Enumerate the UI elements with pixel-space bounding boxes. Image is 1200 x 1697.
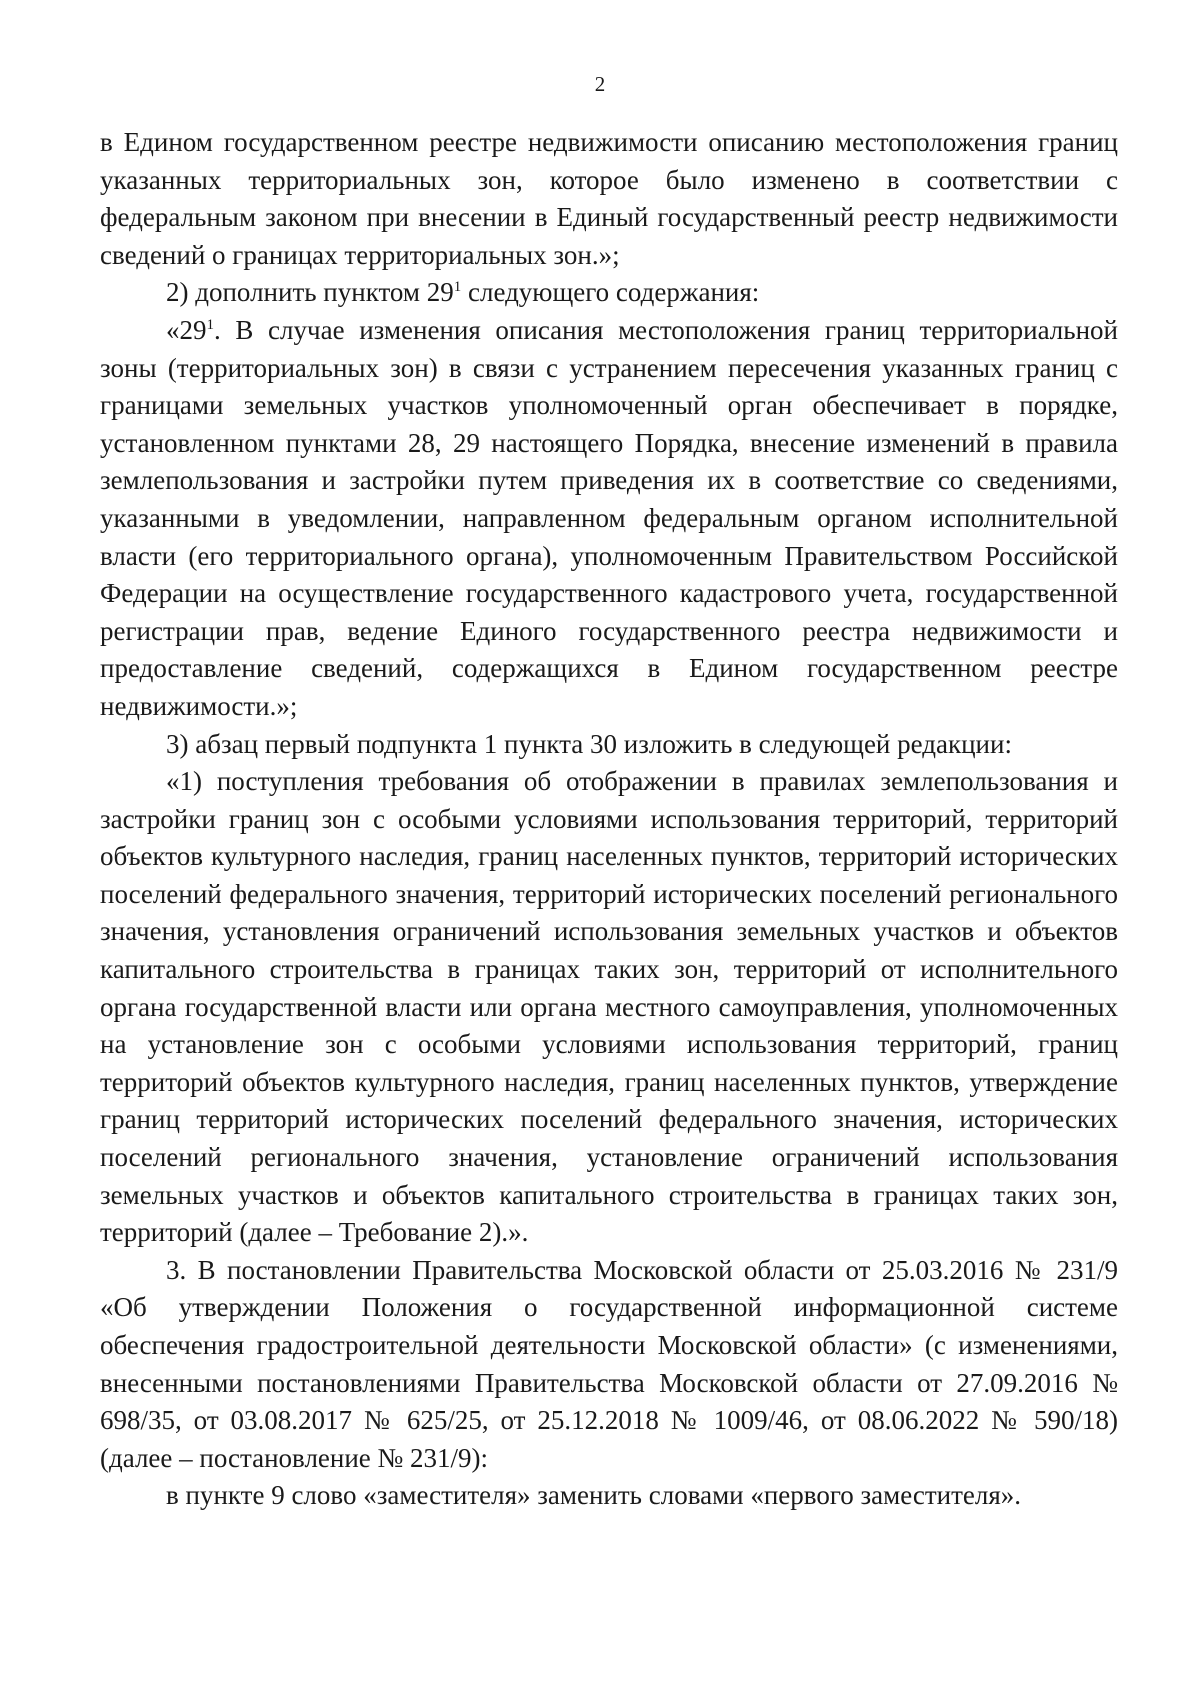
paragraph-item-2-text-end: следующего содержания: <box>461 277 760 308</box>
paragraph-item-3: 3) абзац первый подпункта 1 пункта 30 изложить в следующей редакции: <box>166 728 1012 759</box>
document-body <box>100 124 1118 1515</box>
paragraph-point-29-1-start: «29 <box>166 314 207 345</box>
paragraph-point-9: в пункте 9 слово «заместителя» заменить словами «первого заместителя». <box>166 1480 1022 1511</box>
superscript-1: 1 <box>453 279 462 296</box>
paragraph-subpoint-1: «1) поступления требования об отображении в правилах землепользования и застройки границ зон с особыми условиями использования территорий, территорий объектов культурного наследия, границ населенных пунктов, территорий исторических поселений федерального значения, территорий исторических поселений регионального значения, установления ограничений использования земельных участков и объектов капитального строительства в границах таких зон, территорий от исполнительного органа государственной власти или органа местного самоуправления, уполномоченных на установление зон с особыми условиями использования территорий, границ территорий объектов культурного наследия, границ населенных пунктов, утверждение границ территорий исторических поселений федерального значения, исторических поселений регионального значения, установление ограничений использования земельных участков и объектов капитального строительства в границах таких зон, территорий (далее – Требование 2).». <box>100 766 1118 1248</box>
paragraph-continuation: в Едином государственном реестре недвижимости описанию местоположения границ указанных территориальных зон, которое было изменено в соответствии с федеральным законом при внесении в Единый государственный реестр недвижимости сведений о границах территориальных зон.»; <box>100 127 1118 270</box>
paragraph-item-2 <box>100 274 1118 312</box>
paragraph-point-29-1-text: . В случае изменения описания местоположения границ территориальной зоны (территориальных зон) в связи с устранением пересечения указанных границ с границами земельных участков уполномоченный орган обеспечивает в порядке, установленном пунктами 28, 29 настоящего Порядка, внесение изменений в правила землепользования и застройки путем приведения их в соответствие со сведениями, указанными в уведомлении, направленном федеральным органом исполнительной власти (его территориального органа), уполномоченным Правительством Российской Федерации на осуществление государственного кадастрового учета, государственной регистрации прав, ведение Единого государственного реестра недвижимости и предоставление сведений, содержащихся в Едином государственном реестре недвижимости.»; <box>100 314 1118 721</box>
page-number: 2 <box>594 72 606 96</box>
paragraph-point-29-1 <box>100 312 1118 726</box>
paragraph-item-2-text-start: 2) дополнить пунктом 29 <box>166 277 454 308</box>
paragraph-section-3: 3. В постановлении Правительства Московской области от 25.03.2016 № 231/9 «Об утверждении Положения о государственной информационной системе обеспечения градостроительной деятельности Московской области» (с изменениями, внесенными постановлениями Правительства Московской области от 27.09.2016 № 698/35, от 03.08.2017 № 625/25, от 25.12.2018 № 1009/46, от 08.06.2022 № 590/18) (далее – постановление № 231/9): <box>100 1254 1118 1473</box>
superscript-1: 1 <box>206 316 214 333</box>
